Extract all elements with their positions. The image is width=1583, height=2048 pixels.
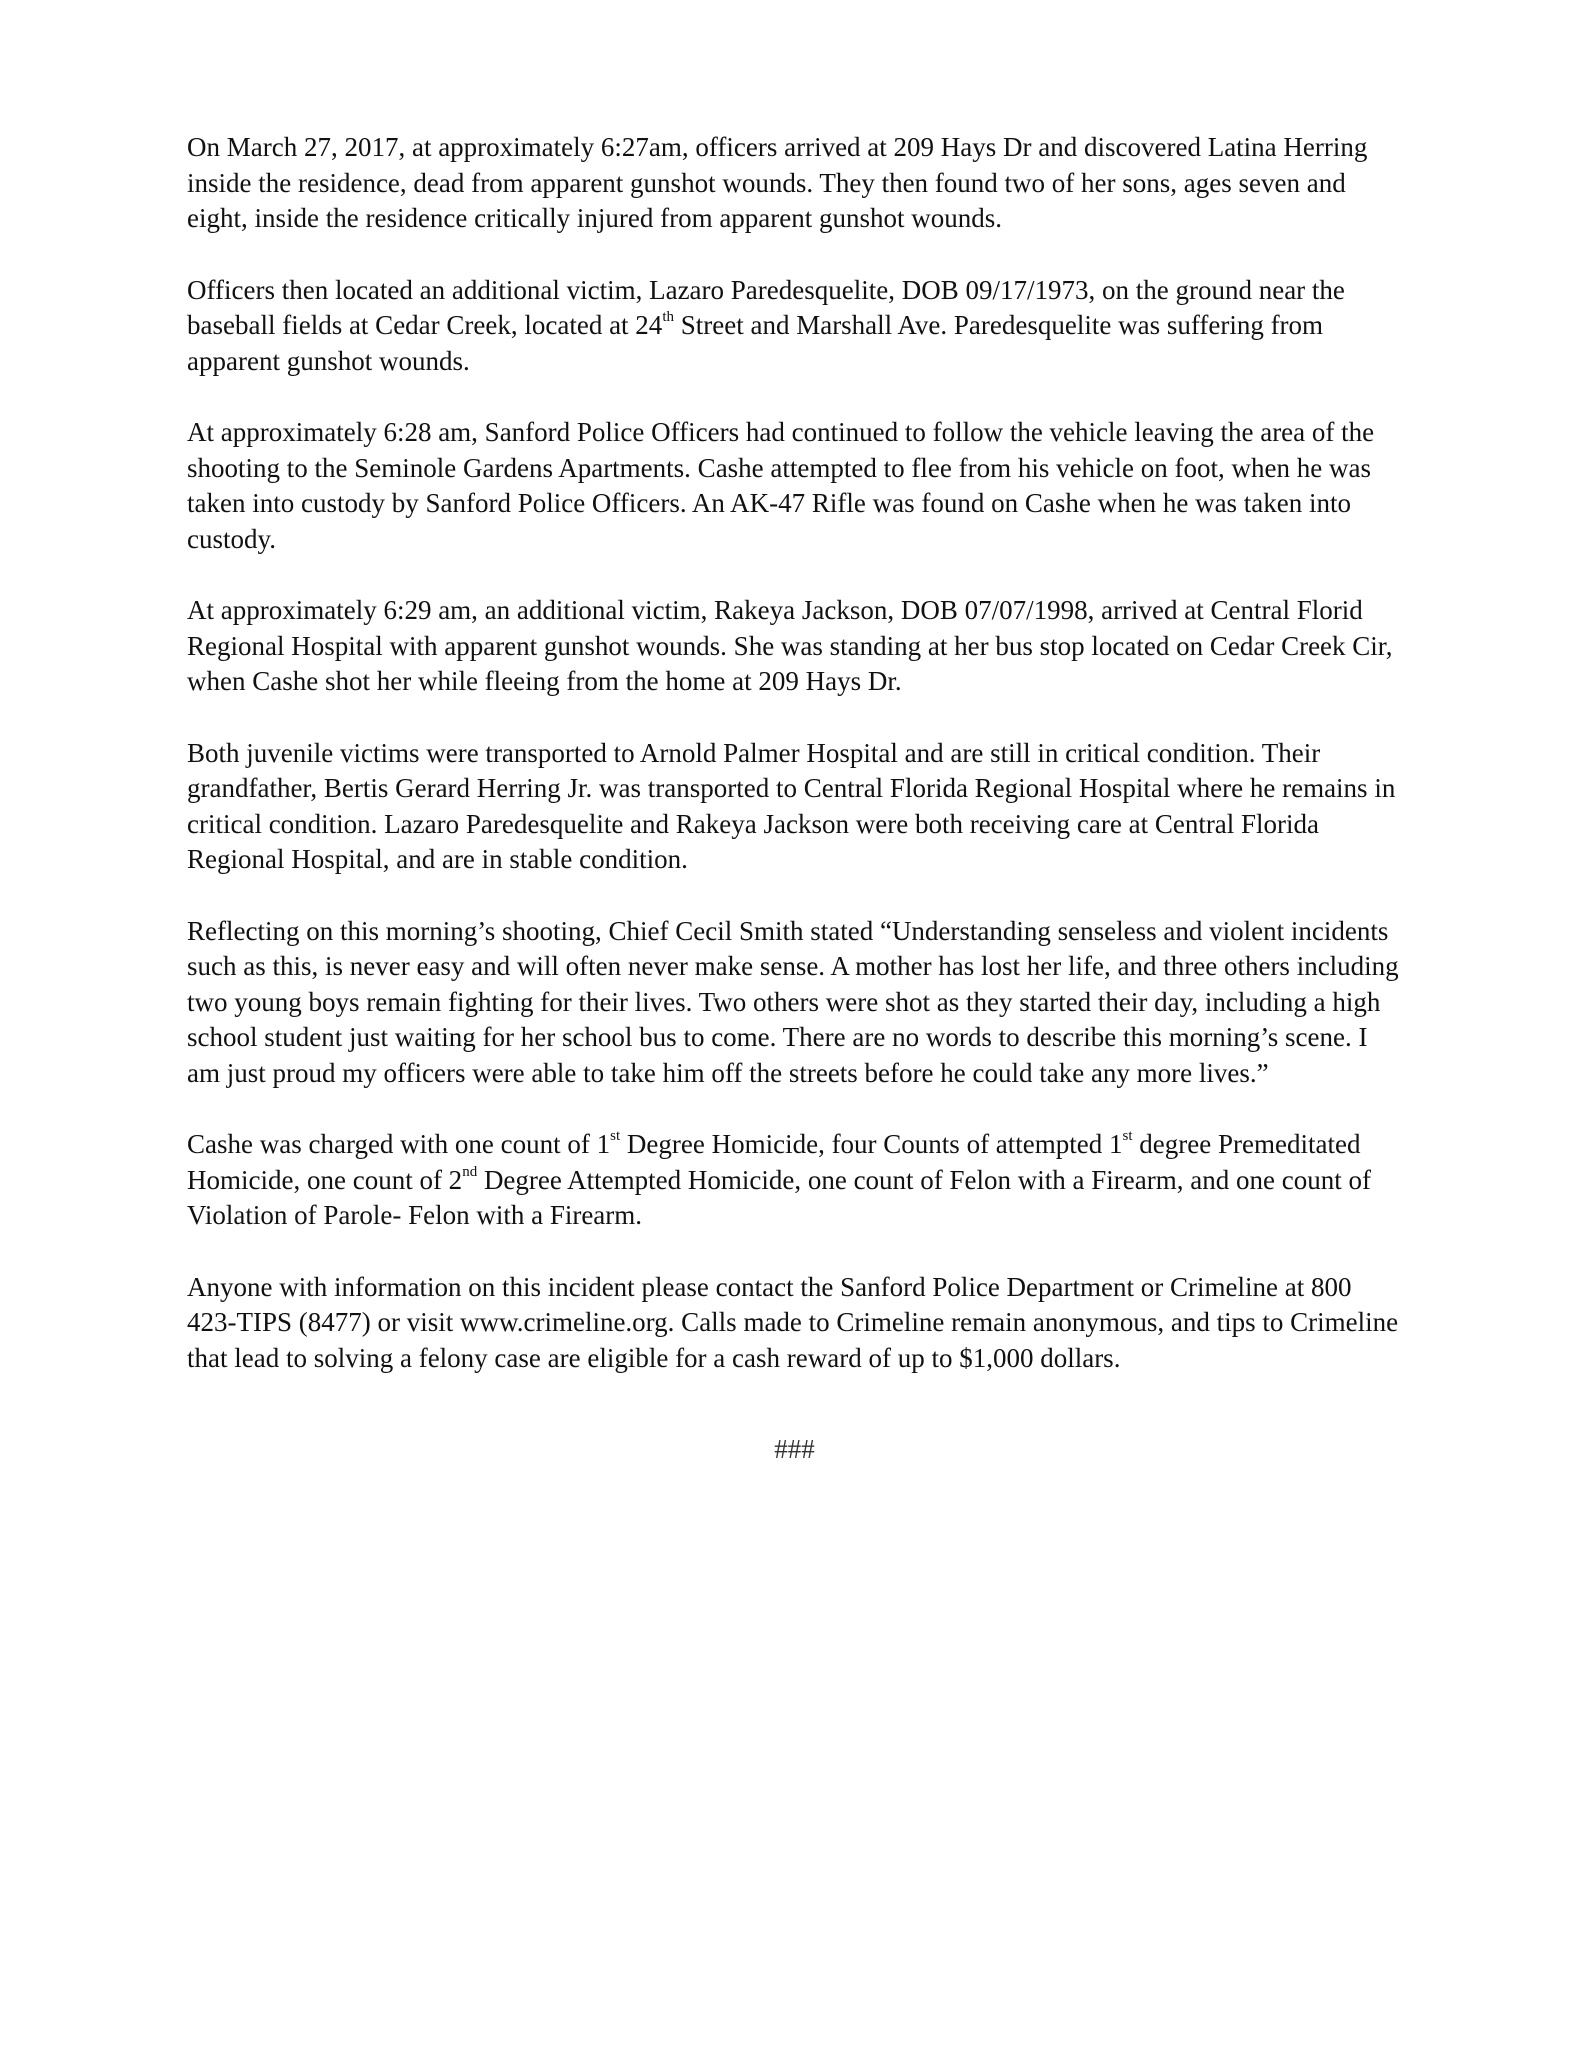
paragraph-text: Both juvenile victims were transported to Arnold Palmer Hospital and are still in critical condition. Their grandfather, Bertis Gerard Herring Jr. was transported to Central Florida Regional Hospital where he remains in critical condition. Lazaro Paredesquelite and Rakeya Jackson were both receiving care at Central Florida Regional Hospital, and are in stable condition. [187, 737, 1396, 874]
paragraph-p6 [187, 914, 1402, 1092]
paragraph-text: On March 27, 2017, at approximately 6:27am, officers arrived at 209 Hays Dr and discovered Latina Herring inside the residence, dead from apparent gunshot wounds. They then found two of her sons, ages seven and eight, inside the residence critically injured from apparent gunshot wounds. [187, 132, 1368, 233]
paragraph-text: At approximately 6:29 am, an additional victim, Rakeya Jackson, DOB 07/07/1998, arrived at Central Florid Regional Hospital with apparent gunshot wounds. She was standing at her bus stop located on Cedar Creek Cir, when Cashe shot her while fleeing from the home at 209 Hays Dr. [187, 595, 1393, 696]
ordinal-superscript: st [610, 1128, 621, 1144]
paragraph-p1 [187, 130, 1402, 237]
paragraph-text: Degree Homicide, four Counts of attempted 1 [620, 1129, 1123, 1159]
paragraph-text: degree Premeditated Homicide, one count of 2 [187, 1129, 1361, 1195]
paragraph-p8 [187, 1270, 1402, 1377]
paragraph-p3 [187, 415, 1402, 557]
document-page [187, 130, 1402, 1468]
paragraph-text: Anyone with information on this incident please contact the Sanford Police Department or Crimeline at 800 423-TIPS (8477) or visit www.crimeline.org. Calls made to Crimeline remain anonymous, and tips to Crimeline that lead to solving a felony case are eligible for a cash reward of up to $1,000 dollars. [187, 1271, 1399, 1373]
paragraph-text: Cashe was charged with one count of 1 [187, 1129, 611, 1159]
paragraph-text: Reflecting on this morning’s shooting, Chief Cecil Smith stated “Understanding senseless and violent incidents such as this, is never easy and will often never make sense. A mother has lost her life, and three others including two young boys remain fighting for their lives. Two others were shot as they started their day, including a high school student just waiting for her school bus to come. There are no words to describe this morning’s scene. I am just proud my officers were able to take him off the streets before he could take any more lives.” [187, 915, 1399, 1088]
paragraph-p2 [187, 273, 1402, 380]
paragraph-p4 [187, 593, 1402, 700]
paragraph-text: Officers then located an additional victim, Lazaro Paredesquelite, DOB 09/17/1973, on the ground near the baseball fields at Cedar Creek, located at 24 [187, 274, 1345, 340]
ordinal-superscript: st [1122, 1128, 1133, 1144]
paragraph-text: Street and Marshall Ave. Paredesquelite was suffering from apparent gunshot wounds. [187, 310, 1324, 376]
paragraph-p5 [187, 736, 1402, 878]
ordinal-superscript: nd [462, 1163, 478, 1180]
paragraph-text: Degree Attempted Homicide, one count of Felon with a Firearm, and one count of Violation of Parole- Felon with a Firearm. [187, 1164, 1371, 1230]
end-of-release-mark: ### [774, 1434, 815, 1464]
paragraph-p7 [187, 1127, 1402, 1234]
ordinal-superscript: th [662, 309, 674, 325]
document-body [187, 130, 1402, 1376]
paragraph-text: At approximately 6:28 am, Sanford Police Officers had continued to follow the vehicle leaving the area of the shooting to the Seminole Gardens Apartments. Cashe attempted to flee from his vehicle on foot, when he was taken into custody by Sanford Police Officers. An AK-47 Rifle was found on Cashe when he was taken into custody. [187, 417, 1375, 554]
